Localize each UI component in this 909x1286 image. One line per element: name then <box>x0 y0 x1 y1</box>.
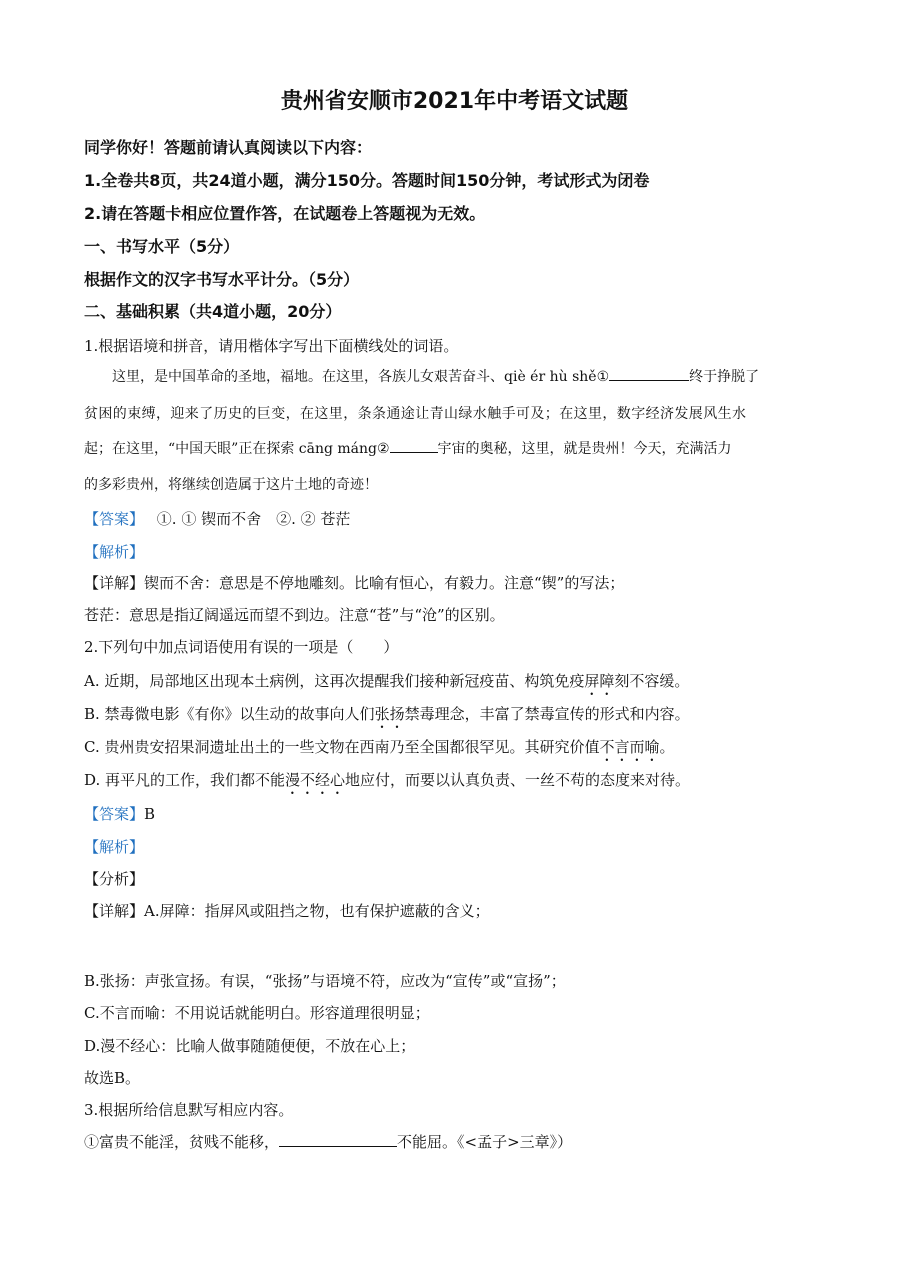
q2-detail-a-text: A.屏障：指屏风或阻挡之物，也有保护遮蔽的含义； <box>144 902 490 920</box>
q2-fenxi-label: 【分析】 <box>84 870 145 888</box>
q2-analysis-label: 【解析】 <box>84 838 145 856</box>
q3-stem: 3.根据所给信息默写相应内容。 <box>84 1101 294 1119</box>
q2-answer <box>84 803 155 825</box>
q3-item-1 <box>84 1131 572 1153</box>
q1-detail-1-text: 锲而不舍：意思是不停地雕刻。比喻有恒心，有毅力。注意“锲”的写法； <box>144 574 625 592</box>
q3-item-1-post: 不能屈。《<孟子>三章》） <box>397 1133 573 1151</box>
q1-passage-a: 这里，是中国革命的圣地，福地。在这里，各族儿女艰苦奋斗、qiè ér hù shě① <box>112 369 610 385</box>
q2-option-a-word: 屏障 <box>584 672 615 690</box>
q1-detail-1 <box>84 572 624 594</box>
detail-label: 【详解】 <box>84 902 145 920</box>
section1-desc: 根据作文的汉字书写水平计分。（5分） <box>84 270 360 289</box>
q2-option-c-pre: C. 贵州贵安招果洞遗址出土的一些文物在西南乃至全国都很罕见。其研究价值 <box>84 738 600 756</box>
q1-detail-2: 苍茫：意思是指辽阔遥远而望不到边。注意“苍”与“沧”的区别。 <box>84 606 505 624</box>
q2-detail-c: C.不言而喻：不用说话就能明白。形容道理很明显； <box>84 1004 430 1022</box>
q2-detail-b: B.张扬：声张宣扬。有误，“张扬”与语境不符，应改为“宣传”或“宣扬”； <box>84 972 566 990</box>
q2-answer-text: B <box>144 805 156 823</box>
q2-option-b-word: 张扬 <box>374 705 405 723</box>
q2-option-d-pre: D. 再平凡的工作，我们都不能 <box>84 771 286 789</box>
q2-conclusion: 故选B。 <box>84 1069 141 1087</box>
q2-option-d-post: 地应付，而要以认真负责、一丝不苟的态度来对待。 <box>345 771 691 789</box>
q3-blank-1[interactable] <box>279 1132 397 1147</box>
q1-analysis-label: 【解析】 <box>84 543 145 561</box>
q1-passage-e: 宇宙的奥秘，这里，就是贵州！今天，充满活力 <box>437 441 732 457</box>
section1-heading: 一、书写水平（5分） <box>84 237 240 256</box>
q1-passage-b: 终于挣脱了 <box>689 369 760 385</box>
q2-option-a-pre: A. 近期，局部地区出现本土病例，这再次提醒我们接种新冠疫苗、构筑免疫 <box>84 672 585 690</box>
q2-option-d <box>84 769 690 798</box>
q2-option-d-word: 漫不经心 <box>285 771 346 789</box>
q2-option-c-post: 。 <box>659 738 675 756</box>
q3-item-1-pre: ①富贵不能淫，贫贱不能移， <box>84 1133 280 1151</box>
q1-passage-line2: 贫困的束缚，迎来了历史的巨变，在这里，条条通途让青山绿水触手可及；在这里，数字经济发展风生水 <box>84 406 747 422</box>
q1-stem: 1.根据语境和拼音，请用楷体字写出下面横线处的词语。 <box>84 337 459 355</box>
q1-passage-line3 <box>84 438 732 460</box>
answer-label: 【答案】 <box>84 510 145 528</box>
q2-option-a <box>84 670 689 699</box>
intro-rule-1: 1.全卷共8页，共24道小题，满分150分。答题时间150分钟，考试形式为闭卷 <box>84 171 650 190</box>
q1-passage-line1 <box>112 366 759 388</box>
q2-option-b-pre: B. 禁毒微电影《有你》以生动的故事向人们 <box>84 705 375 723</box>
page-title: 贵州省安顺市2021年中考语文试题 <box>280 89 629 114</box>
intro-greeting: 同学你好！答题前请认真阅读以下内容： <box>84 138 373 157</box>
intro-rule-2: 2.请在答题卡相应位置作答，在试题卷上答题视为无效。 <box>84 204 486 223</box>
q2-option-a-post: 刻不容缓。 <box>614 672 690 690</box>
q2-detail-a <box>84 900 490 922</box>
q1-answer-text: ①. ① 锲而不舍 ②. ② 苍茫 <box>156 510 351 528</box>
q2-option-c-word: 不言而喻 <box>599 738 660 756</box>
q1-answer <box>84 508 350 530</box>
q2-option-b <box>84 703 690 732</box>
q2-stem: 2.下列句中加点词语使用有误的一项是（ ） <box>84 638 399 656</box>
q2-option-c <box>84 736 675 765</box>
answer-label: 【答案】 <box>84 805 145 823</box>
section2-heading: 二、基础积累（共4道小题，20分） <box>84 302 342 321</box>
detail-label: 【详解】 <box>84 574 145 592</box>
q1-passage-d: 起；在这里，“中国天眼”正在探索 cāng máng② <box>84 441 390 457</box>
q1-blank-2[interactable] <box>390 438 438 453</box>
q2-option-b-post: 禁毒理念，丰富了禁毒宣传的形式和内容。 <box>404 705 690 723</box>
q1-passage-line4: 的多彩贵州，将继续创造属于这片土地的奇迹！ <box>84 477 378 493</box>
q2-detail-d: D.漫不经心：比喻人做事随随便便，不放在心上； <box>84 1037 416 1055</box>
q1-blank-1[interactable] <box>609 366 689 381</box>
